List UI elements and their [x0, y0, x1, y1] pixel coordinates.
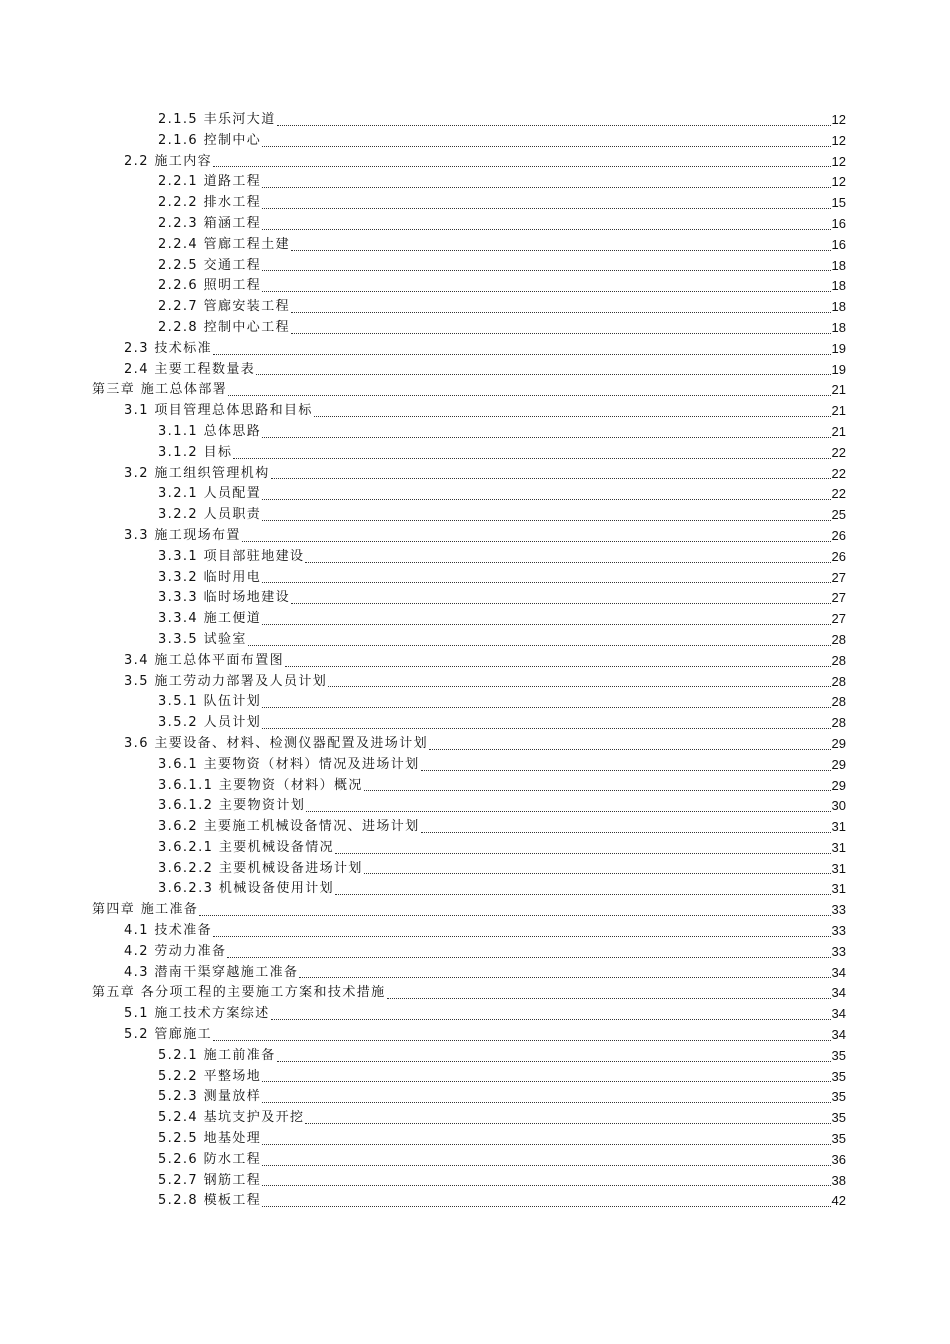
- toc-entry-page-number: 18: [831, 299, 846, 315]
- toc-entry-title: 5.2.7 钢筋工程: [158, 1172, 262, 1188]
- toc-entry[interactable]: [0, 879, 950, 900]
- toc-entry[interactable]: [0, 630, 950, 651]
- toc-entry-line: [158, 776, 846, 797]
- toc-entry-line: [124, 963, 846, 984]
- toc-entry-line: [158, 297, 846, 318]
- toc-dot-leader: [233, 458, 830, 459]
- toc-entry-line: [158, 235, 846, 256]
- toc-entry-page-number: 19: [831, 340, 846, 356]
- toc-entry-page-number: 33: [831, 943, 846, 959]
- toc-entry[interactable]: [0, 297, 950, 318]
- toc-dot-leader: [262, 291, 830, 292]
- toc-dot-leader: [306, 811, 830, 812]
- toc-entry[interactable]: [0, 588, 950, 609]
- toc-entry-page-number: 29: [831, 777, 846, 793]
- toc-entry-line: [158, 193, 846, 214]
- table-of-contents: [0, 110, 950, 1212]
- toc-entry-title: 3.2.1 人员配置: [158, 486, 262, 502]
- toc-dot-leader: [305, 1123, 830, 1124]
- toc-entry-line: [124, 464, 846, 485]
- toc-entry-page-number: 26: [831, 548, 846, 564]
- toc-entry-title: 第五章 各分项工程的主要施工方案和技术措施: [92, 985, 386, 1001]
- toc-entry-title: 2.2.1 道路工程: [158, 174, 262, 190]
- toc-entry-title: 3.1.1 总体思路: [158, 423, 262, 439]
- toc-dot-leader: [262, 624, 830, 625]
- toc-entry-title: 2.1.6 控制中心: [158, 132, 262, 148]
- toc-entry[interactable]: [0, 963, 950, 984]
- toc-entry-title: 5.2.3 测量放样: [158, 1089, 262, 1105]
- toc-entry-title: 3.1 项目管理总体思路和目标: [124, 403, 313, 419]
- toc-entry[interactable]: [0, 505, 950, 526]
- toc-dot-leader: [213, 166, 831, 167]
- toc-entry-line: [124, 651, 846, 672]
- toc-entry[interactable]: [0, 942, 950, 963]
- toc-entry[interactable]: [0, 983, 950, 1004]
- toc-entry-page-number: 12: [831, 174, 846, 190]
- toc-dot-leader: [305, 562, 830, 563]
- toc-entry-page-number: 27: [831, 590, 846, 606]
- toc-entry-title: 4.1 技术准备: [124, 923, 213, 939]
- toc-entry[interactable]: [0, 484, 950, 505]
- toc-entry-page-number: 36: [831, 1151, 846, 1167]
- toc-entry-page-number: 28: [831, 673, 846, 689]
- toc-entry[interactable]: [0, 318, 950, 339]
- toc-entry[interactable]: [0, 1108, 950, 1129]
- toc-entry[interactable]: [0, 422, 950, 443]
- toc-dot-leader: [213, 936, 831, 937]
- toc-entry-page-number: 35: [831, 1068, 846, 1084]
- toc-entry-page-number: 15: [831, 195, 846, 211]
- toc-entry-line: [158, 422, 846, 443]
- toc-entry-title: 2.2.5 交通工程: [158, 257, 262, 273]
- toc-dot-leader: [242, 541, 831, 542]
- toc-entry-title: 3.3.5 试验室: [158, 631, 247, 647]
- toc-entry-line: [92, 983, 846, 1004]
- toc-entry[interactable]: [0, 110, 950, 131]
- toc-entry-line: [124, 339, 846, 360]
- toc-dot-leader: [262, 1165, 830, 1166]
- toc-entry-line: [124, 672, 846, 693]
- toc-entry-page-number: 28: [831, 631, 846, 647]
- toc-dot-leader: [248, 645, 831, 646]
- toc-entry[interactable]: [0, 609, 950, 630]
- toc-entry[interactable]: [0, 172, 950, 193]
- toc-entry-title: 3.3.4 施工便道: [158, 611, 262, 627]
- toc-entry-page-number: 21: [831, 382, 846, 398]
- toc-dot-leader: [213, 1040, 831, 1041]
- toc-entry-line: [158, 838, 846, 859]
- toc-entry-page-number: 34: [831, 964, 846, 980]
- toc-entry[interactable]: [0, 1004, 950, 1025]
- toc-entry-title: 3.5.1 队伍计划: [158, 694, 262, 710]
- toc-entry-page-number: 22: [831, 465, 846, 481]
- toc-dot-leader: [262, 146, 830, 147]
- toc-entry-line: [158, 172, 846, 193]
- toc-entry[interactable]: [0, 464, 950, 485]
- toc-entry[interactable]: [0, 817, 950, 838]
- toc-entry-title: 5.2.6 防水工程: [158, 1151, 262, 1167]
- toc-entry-line: [124, 401, 846, 422]
- toc-dot-leader: [262, 437, 830, 438]
- toc-entry-page-number: 12: [831, 112, 846, 127]
- toc-entry-title: 3.6.2.2 主要机械设备进场计划: [158, 860, 363, 876]
- toc-entry-title: 3.3.2 临时用电: [158, 569, 262, 585]
- toc-entry-title: 5.2.2 平整场地: [158, 1068, 262, 1084]
- toc-dot-leader: [285, 666, 831, 667]
- toc-dot-leader: [291, 250, 831, 251]
- toc-entry[interactable]: [0, 838, 950, 859]
- toc-entry-page-number: 18: [831, 278, 846, 294]
- toc-dot-leader: [262, 270, 830, 271]
- toc-entry[interactable]: [0, 214, 950, 235]
- toc-entry-title: 3.6.2.1 主要机械设备情况: [158, 839, 335, 855]
- toc-entry-title: 3.5.2 人员计划: [158, 715, 262, 731]
- toc-entry-page-number: 35: [831, 1047, 846, 1063]
- toc-entry[interactable]: [0, 776, 950, 797]
- toc-entry-page-number: 16: [831, 236, 846, 252]
- toc-entry[interactable]: [0, 193, 950, 214]
- toc-entry[interactable]: [0, 755, 950, 776]
- toc-entry-title: 2.2.7 管廊安装工程: [158, 299, 291, 315]
- toc-entry-page-number: 18: [831, 319, 846, 335]
- toc-entry-line: [158, 713, 846, 734]
- toc-dot-leader: [335, 894, 831, 895]
- toc-dot-leader: [291, 312, 831, 313]
- toc-dot-leader: [199, 915, 830, 916]
- toc-entry-title: 2.2.4 管廊工程土建: [158, 236, 291, 252]
- toc-entry[interactable]: [0, 339, 950, 360]
- toc-entry-line: [158, 1171, 846, 1192]
- toc-dot-leader: [262, 707, 830, 708]
- toc-entry-line: [158, 630, 846, 651]
- toc-entry-page-number: 33: [831, 902, 846, 918]
- toc-entry[interactable]: [0, 796, 950, 817]
- toc-entry[interactable]: [0, 1067, 950, 1088]
- toc-entry-title: 3.3 施工现场布置: [124, 527, 241, 543]
- toc-entry-line: [158, 256, 846, 277]
- toc-entry-title: 2.2.6 照明工程: [158, 278, 262, 294]
- toc-entry-page-number: 28: [831, 652, 846, 668]
- toc-entry-line: [158, 505, 846, 526]
- toc-dot-leader: [262, 520, 830, 521]
- toc-entry-line: [158, 796, 846, 817]
- toc-entry-page-number: 27: [831, 611, 846, 627]
- toc-entry[interactable]: [0, 1171, 950, 1192]
- toc-dot-leader: [262, 1144, 830, 1145]
- toc-entry-title: 3.4 施工总体平面布置图: [124, 652, 285, 668]
- toc-entry-line: [158, 879, 846, 900]
- toc-dot-leader: [364, 873, 831, 874]
- toc-entry-page-number: 35: [831, 1131, 846, 1147]
- toc-entry-line: [158, 110, 846, 131]
- toc-entry-page-number: 35: [831, 1089, 846, 1105]
- toc-entry[interactable]: [0, 235, 950, 256]
- toc-entry-page-number: 16: [831, 215, 846, 231]
- toc-entry-title: 3.2.2 人员职责: [158, 507, 262, 523]
- toc-entry-line: [124, 921, 846, 942]
- toc-entry-page-number: 27: [831, 569, 846, 585]
- toc-entry-page-number: 12: [831, 153, 846, 169]
- toc-entry[interactable]: [0, 921, 950, 942]
- toc-entry-line: [124, 734, 846, 755]
- toc-entry-title: 3.3.3 临时场地建设: [158, 590, 291, 606]
- toc-entry[interactable]: [0, 256, 950, 277]
- toc-entry-line: [92, 900, 846, 921]
- toc-dot-leader: [387, 998, 831, 999]
- toc-entry[interactable]: [0, 401, 950, 422]
- toc-dot-leader: [262, 1081, 830, 1082]
- toc-entry-line: [124, 1025, 846, 1046]
- toc-entry-title: 3.6.1.2 主要物资计划: [158, 798, 306, 814]
- toc-entry-title: 3.2 施工组织管理机构: [124, 465, 270, 481]
- toc-dot-leader: [262, 208, 830, 209]
- toc-entry-line: [158, 484, 846, 505]
- toc-entry-title: 3.6.2.3 机械设备使用计划: [158, 881, 335, 897]
- toc-entry-page-number: 42: [831, 1193, 846, 1209]
- toc-entry-line: [158, 692, 846, 713]
- toc-entry-line: [158, 131, 846, 152]
- toc-entry[interactable]: [0, 380, 950, 401]
- toc-entry[interactable]: [0, 568, 950, 589]
- toc-entry-line: [158, 755, 846, 776]
- toc-entry[interactable]: [0, 152, 950, 173]
- toc-entry-line: [158, 1087, 846, 1108]
- toc-entry-page-number: 35: [831, 1110, 846, 1126]
- toc-entry[interactable]: [0, 526, 950, 547]
- toc-dot-leader: [262, 1102, 830, 1103]
- toc-entry-page-number: 22: [831, 486, 846, 502]
- toc-entry-page-number: 19: [831, 361, 846, 377]
- toc-entry-line: [92, 380, 846, 401]
- toc-entry-title: 5.2.8 模板工程: [158, 1193, 262, 1209]
- toc-entry-page-number: 29: [831, 735, 846, 751]
- toc-entry[interactable]: [0, 1087, 950, 1108]
- toc-dot-leader: [262, 187, 830, 188]
- toc-entry-line: [158, 1046, 846, 1067]
- toc-entry-title: 2.2.3 箱涵工程: [158, 215, 262, 231]
- toc-entry[interactable]: [0, 692, 950, 713]
- toc-entry-title: 2.2 施工内容: [124, 153, 213, 169]
- toc-entry-title: 3.6.1.1 主要物资（材料）概况: [158, 777, 363, 793]
- toc-entry-line: [158, 1067, 846, 1088]
- toc-entry-page-number: 28: [831, 694, 846, 710]
- toc-entry-line: [158, 859, 846, 880]
- toc-entry[interactable]: [0, 672, 950, 693]
- toc-entry-title: 3.5 施工劳动力部署及人员计划: [124, 673, 328, 689]
- toc-entry-title: 2.3 技术标准: [124, 340, 213, 356]
- toc-entry[interactable]: [0, 131, 950, 152]
- toc-entry-title: 4.3 潜南干渠穿越施工准备: [124, 964, 299, 980]
- toc-dot-leader: [291, 333, 831, 334]
- toc-entry-line: [124, 942, 846, 963]
- toc-entry-line: [158, 609, 846, 630]
- toc-dot-leader: [335, 853, 831, 854]
- toc-dot-leader: [227, 957, 830, 958]
- toc-dot-leader: [271, 1019, 831, 1020]
- toc-entry-page-number: 31: [831, 839, 846, 855]
- toc-entry[interactable]: [0, 1025, 950, 1046]
- toc-entry-page-number: 18: [831, 257, 846, 273]
- toc-entry-page-number: 30: [831, 798, 846, 814]
- toc-dot-leader: [277, 125, 831, 126]
- toc-entry-page-number: 38: [831, 1172, 846, 1188]
- toc-entry-page-number: 12: [831, 132, 846, 148]
- toc-entry-line: [158, 1150, 846, 1171]
- toc-entry-title: 2.1.5 丰乐河大道: [158, 112, 276, 127]
- toc-entry-title: 3.6.1 主要物资（材料）情况及进场计划: [158, 756, 420, 772]
- toc-dot-leader: [262, 728, 830, 729]
- toc-entry[interactable]: [0, 360, 950, 381]
- toc-entry-title: 3.6.2 主要施工机械设备情况、进场计划: [158, 819, 420, 835]
- toc-entry-title: 5.1 施工技术方案综述: [124, 1006, 270, 1022]
- toc-entry-page-number: 34: [831, 1006, 846, 1022]
- toc-dot-leader: [262, 1185, 830, 1186]
- toc-entry-title: 3.1.2 目标: [158, 444, 233, 460]
- toc-entry-line: [158, 568, 846, 589]
- toc-entry-line: [124, 360, 846, 381]
- toc-entry-title: 5.2.5 地基处理: [158, 1131, 262, 1147]
- toc-entry-line: [158, 1129, 846, 1150]
- toc-entry[interactable]: [0, 900, 950, 921]
- toc-entry-page-number: 34: [831, 985, 846, 1001]
- toc-entry-line: [158, 443, 846, 464]
- toc-dot-leader: [277, 1061, 831, 1062]
- toc-entry-line: [158, 547, 846, 568]
- toc-entry[interactable]: [0, 1191, 950, 1212]
- toc-entry-page-number: 31: [831, 881, 846, 897]
- toc-entry[interactable]: [0, 443, 950, 464]
- toc-entry-title: 4.2 劳动力准备: [124, 943, 227, 959]
- toc-entry-line: [158, 817, 846, 838]
- toc-entry[interactable]: [0, 276, 950, 297]
- toc-dot-leader: [314, 416, 831, 417]
- toc-entry-line: [158, 276, 846, 297]
- toc-entry-title: 2.2.2 排水工程: [158, 195, 262, 211]
- toc-entry-title: 2.2.8 控制中心工程: [158, 319, 291, 335]
- toc-dot-leader: [256, 374, 830, 375]
- toc-entry-page-number: 21: [831, 403, 846, 419]
- toc-entry-title: 第三章 施工总体部署: [92, 382, 228, 398]
- toc-dot-leader: [299, 977, 830, 978]
- toc-entry-page-number: 34: [831, 1027, 846, 1043]
- toc-dot-leader: [328, 686, 830, 687]
- toc-dot-leader: [429, 749, 831, 750]
- toc-entry-page-number: 31: [831, 819, 846, 835]
- toc-dot-leader: [364, 790, 831, 791]
- toc-entry[interactable]: [0, 1046, 950, 1067]
- toc-entry-page-number: 31: [831, 860, 846, 876]
- toc-entry-page-number: 21: [831, 423, 846, 439]
- toc-dot-leader: [271, 478, 831, 479]
- toc-entry-title: 5.2 管廊施工: [124, 1027, 213, 1043]
- toc-entry-title: 3.3.1 项目部驻地建设: [158, 548, 305, 564]
- toc-entry-page-number: 26: [831, 527, 846, 543]
- toc-dot-leader: [291, 603, 831, 604]
- toc-entry-line: [124, 1004, 846, 1025]
- toc-dot-leader: [421, 832, 831, 833]
- toc-entry-page-number: 29: [831, 756, 846, 772]
- toc-entry-title: 3.6 主要设备、材料、检测仪器配置及进场计划: [124, 735, 429, 751]
- toc-entry-page-number: 25: [831, 507, 846, 523]
- toc-entry[interactable]: [0, 713, 950, 734]
- toc-dot-leader: [262, 229, 830, 230]
- toc-entry[interactable]: [0, 734, 950, 755]
- toc-entry-line: [124, 526, 846, 547]
- toc-entry-line: [124, 152, 846, 173]
- toc-dot-leader: [262, 582, 830, 583]
- toc-entry-line: [158, 1191, 846, 1212]
- toc-entry-title: 5.2.4 基坑支护及开挖: [158, 1110, 305, 1126]
- toc-entry[interactable]: [0, 651, 950, 672]
- toc-entry[interactable]: [0, 1150, 950, 1171]
- toc-entry-line: [158, 1108, 846, 1129]
- toc-dot-leader: [228, 395, 830, 396]
- toc-entry-title: 第四章 施工准备: [92, 902, 199, 918]
- toc-entry-page-number: 33: [831, 923, 846, 939]
- toc-entry-line: [158, 588, 846, 609]
- toc-dot-leader: [421, 770, 831, 771]
- toc-entry[interactable]: [0, 1129, 950, 1150]
- toc-entry-page-number: 28: [831, 715, 846, 731]
- toc-entry[interactable]: [0, 859, 950, 880]
- toc-entry[interactable]: [0, 547, 950, 568]
- toc-entry-page-number: 22: [831, 444, 846, 460]
- toc-dot-leader: [213, 354, 831, 355]
- toc-entry-title: 5.2.1 施工前准备: [158, 1047, 276, 1063]
- toc-dot-leader: [262, 499, 830, 500]
- toc-entry-line: [158, 318, 846, 339]
- toc-entry-line: [158, 214, 846, 235]
- toc-dot-leader: [262, 1206, 830, 1207]
- toc-entry-title: 2.4 主要工程数量表: [124, 361, 256, 377]
